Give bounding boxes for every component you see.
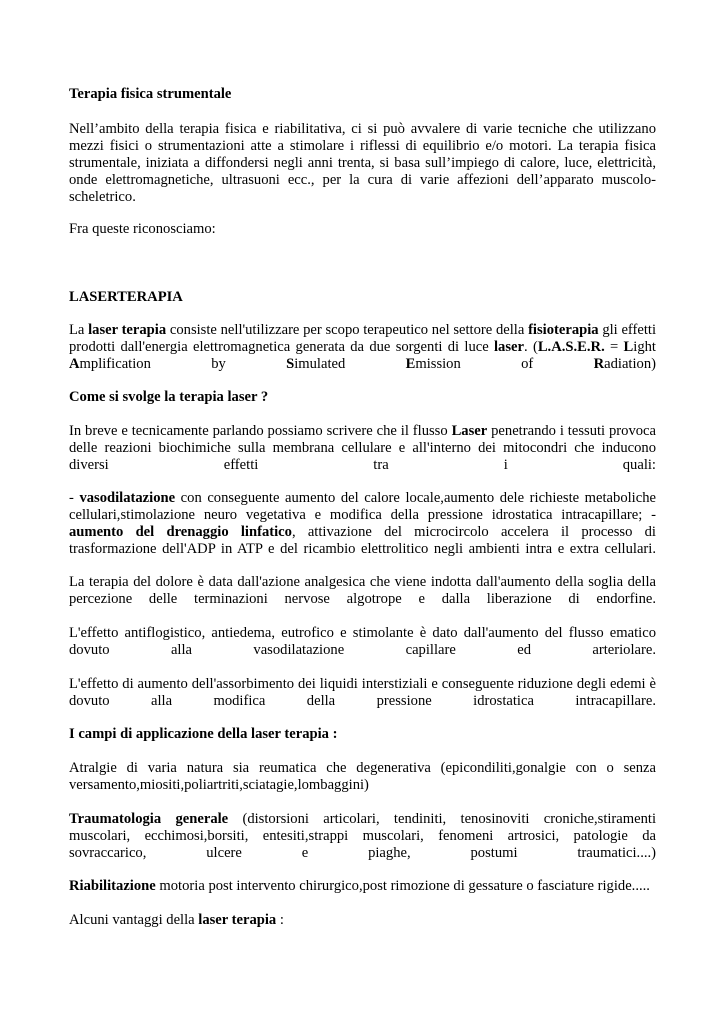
- pain-therapy-paragraph: La terapia del dolore è data dall'azione analgesica che viene indotta dall'aumento della soglia della percezione delle terminazioni nervose algotrope e dalla liberazione di endorfine.: [69, 574, 656, 607]
- laser-definition: La laser terapia consiste nell'utilizzare per scopo terapeutico nel settore della fisioterapia gli effetti prodotti dall'energia elettromagnetica generata da due sorgenti di luce laser. (L.A.S.E.R. = Light Amplification by Simulated Emission of Radiation): [69, 322, 657, 372]
- arthralgia-paragraph: Atralgie di varia natura sia reumatica che degenerativa (epicondiliti,gonalgie con o senza versamento,miositi,poliartriti,sciatagie,lombaggini): [69, 760, 656, 793]
- advantages-lead: Alcuni vantaggi della laser terapia :: [69, 912, 284, 928]
- come-heading: Come si svolge la terapia laser ?: [69, 389, 269, 405]
- applications-heading: I campi di applicazione della laser terapia :: [69, 726, 338, 742]
- come-paragraph: In breve e tecnicamente parlando possiamo scrivere che il flusso Laser penetrando i tessuti provoca delle reazioni biochimiche sulla membrana cellulare e all'interno dei mitocondri che inducono diversi effetti tra i quali:: [69, 423, 656, 473]
- antiflogistic-paragraph: L'effetto antiflogistico, antiedema, eutrofico e stimolante è dato dall'aumento del flusso ematico dovuto alla vasodilatazione capillare ed arteriolare.: [69, 625, 656, 658]
- intro-paragraph: Nell’ambito della terapia fisica e riabilitativa, ci si può avvalere di varie tecniche che utilizzano mezzi fisici o strumentazioni atte a stimolare i riflessi di equilibrio e/o motori. La terapia fisica strumentale, iniziata a diffondersi negli anni trenta, si basa sull’impiego di calore, luce, elettricità, onde elettromagnetiche, ultrasuoni ecc., per la cura di varie affezioni dell’apparato muscolo-scheletrico.: [69, 121, 656, 205]
- section-title: Terapia fisica strumentale: [69, 86, 232, 102]
- laser-heading: LASERTERAPIA: [69, 289, 183, 305]
- rehabilitation-paragraph: Riabilitazione motoria post intervento chirurgico,post rimozione di gessature o fasciature rigide.....: [69, 878, 650, 894]
- traumatology-paragraph: Traumatologia generale (distorsioni articolari, tendiniti, tenosinoviti croniche,stiramenti muscolari, ecchimosi,borsiti, entesiti,strappi muscolari, fenomeni artrosici, patologie da sovraccarico, ulcere e piaghe, postumi traumatici....): [69, 811, 656, 861]
- intro-lead: Fra queste riconosciamo:: [69, 221, 216, 237]
- absorption-paragraph: L'effetto di aumento dell'assorbimento dei liquidi interstiziali e conseguente riduzione degli edemi è dovuto alla modifica della pressione idrostatica intracapillare.: [69, 676, 656, 709]
- effects-paragraph: - vasodilatazione con conseguente aumento del calore locale,aumento dele richieste metaboliche cellulari,stimolazione neuro vegetativa e modifica della pressione idrostatica intracapillare; - aumento del drenaggio linfatico, attivazione del microcircolo accelera il processo di trasformazione dell'ADP in ATP e del ricambio elettrolitico negli ambienti intra e extra cellulari.: [69, 490, 656, 557]
